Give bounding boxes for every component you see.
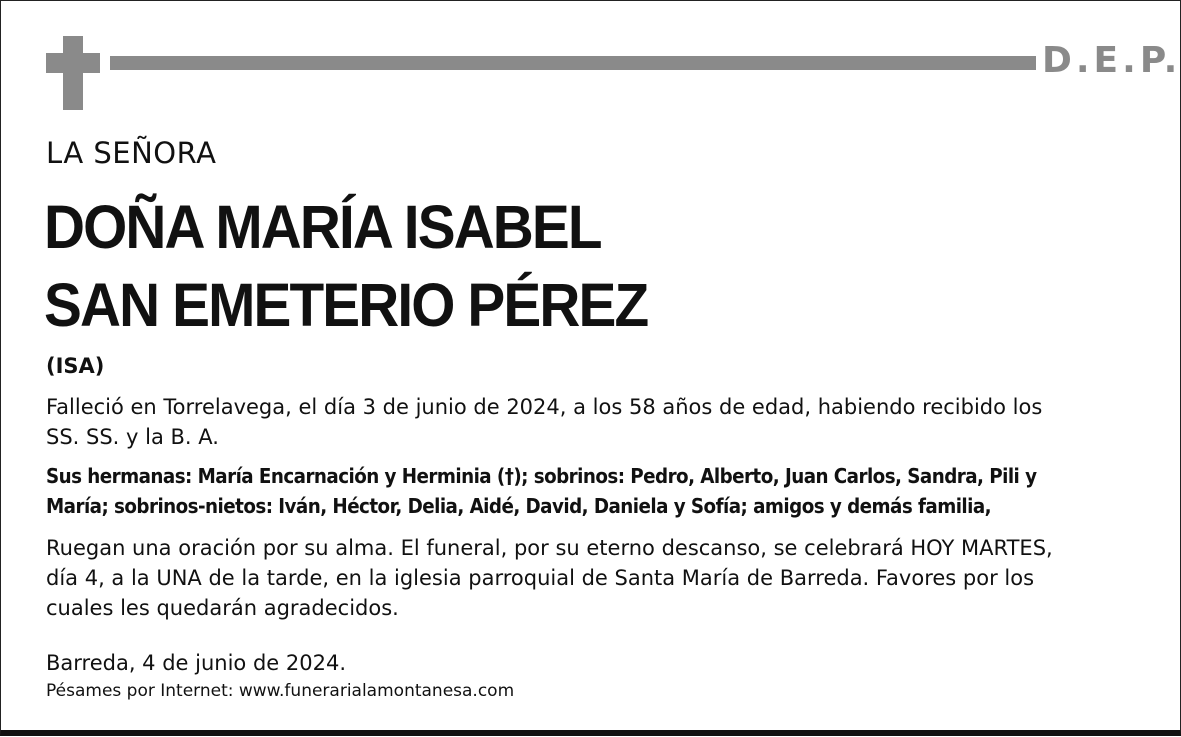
latin-cross-icon	[46, 36, 100, 110]
deceased-alias: (ISA)	[46, 354, 105, 378]
death-announcement-line-2: SS. SS. y la B. A.	[46, 425, 219, 449]
family-list-line-2: María; sobrinos-nietos: Iván, Héctor, Delia, Aidé, David, Daniela y Sofía; amigos y demás familia,	[46, 494, 992, 518]
title-prefix: LA SEÑORA	[46, 136, 217, 170]
place-and-date: Barreda, 4 de junio de 2024.	[46, 651, 346, 675]
funeral-details-line-2: día 4, a la UNA de la tarde, en la iglesia parroquial de Santa María de Barreda. Favores por los	[46, 566, 1035, 590]
death-announcement	[46, 392, 1042, 452]
condolences-link[interactable]: Pésames por Internet: www.funerarialamontanesa.com	[46, 681, 515, 701]
death-announcement-line-1: Falleció en Torrelavega, el día 3 de junio de 2024, a los 58 años de edad, habiendo recibido los	[46, 395, 1043, 419]
funeral-details-line-3: cuales les quedarán agradecidos.	[46, 596, 399, 620]
family-list-line-1: Sus hermanas: María Encarnación y Herminia (†); sobrinos: Pedro, Alberto, Juan Carlos, Sandra, Pili y	[46, 464, 1037, 488]
header-rule	[110, 56, 1036, 70]
notice-header	[46, 36, 1181, 110]
deceased-name-line-1: DOÑA MARÍA ISABEL	[44, 193, 601, 261]
deceased-name	[44, 188, 647, 344]
dep-label: D.E.P.	[1042, 40, 1181, 81]
deceased-name-line-2: SAN EMETERIO PÉREZ	[44, 271, 648, 339]
funeral-details-line-1: Ruegan una oración por su alma. El funeral, por su eterno descanso, se celebrará HOY MARTES,	[46, 536, 1053, 560]
family-list	[46, 461, 1036, 521]
funeral-details	[46, 533, 1053, 623]
